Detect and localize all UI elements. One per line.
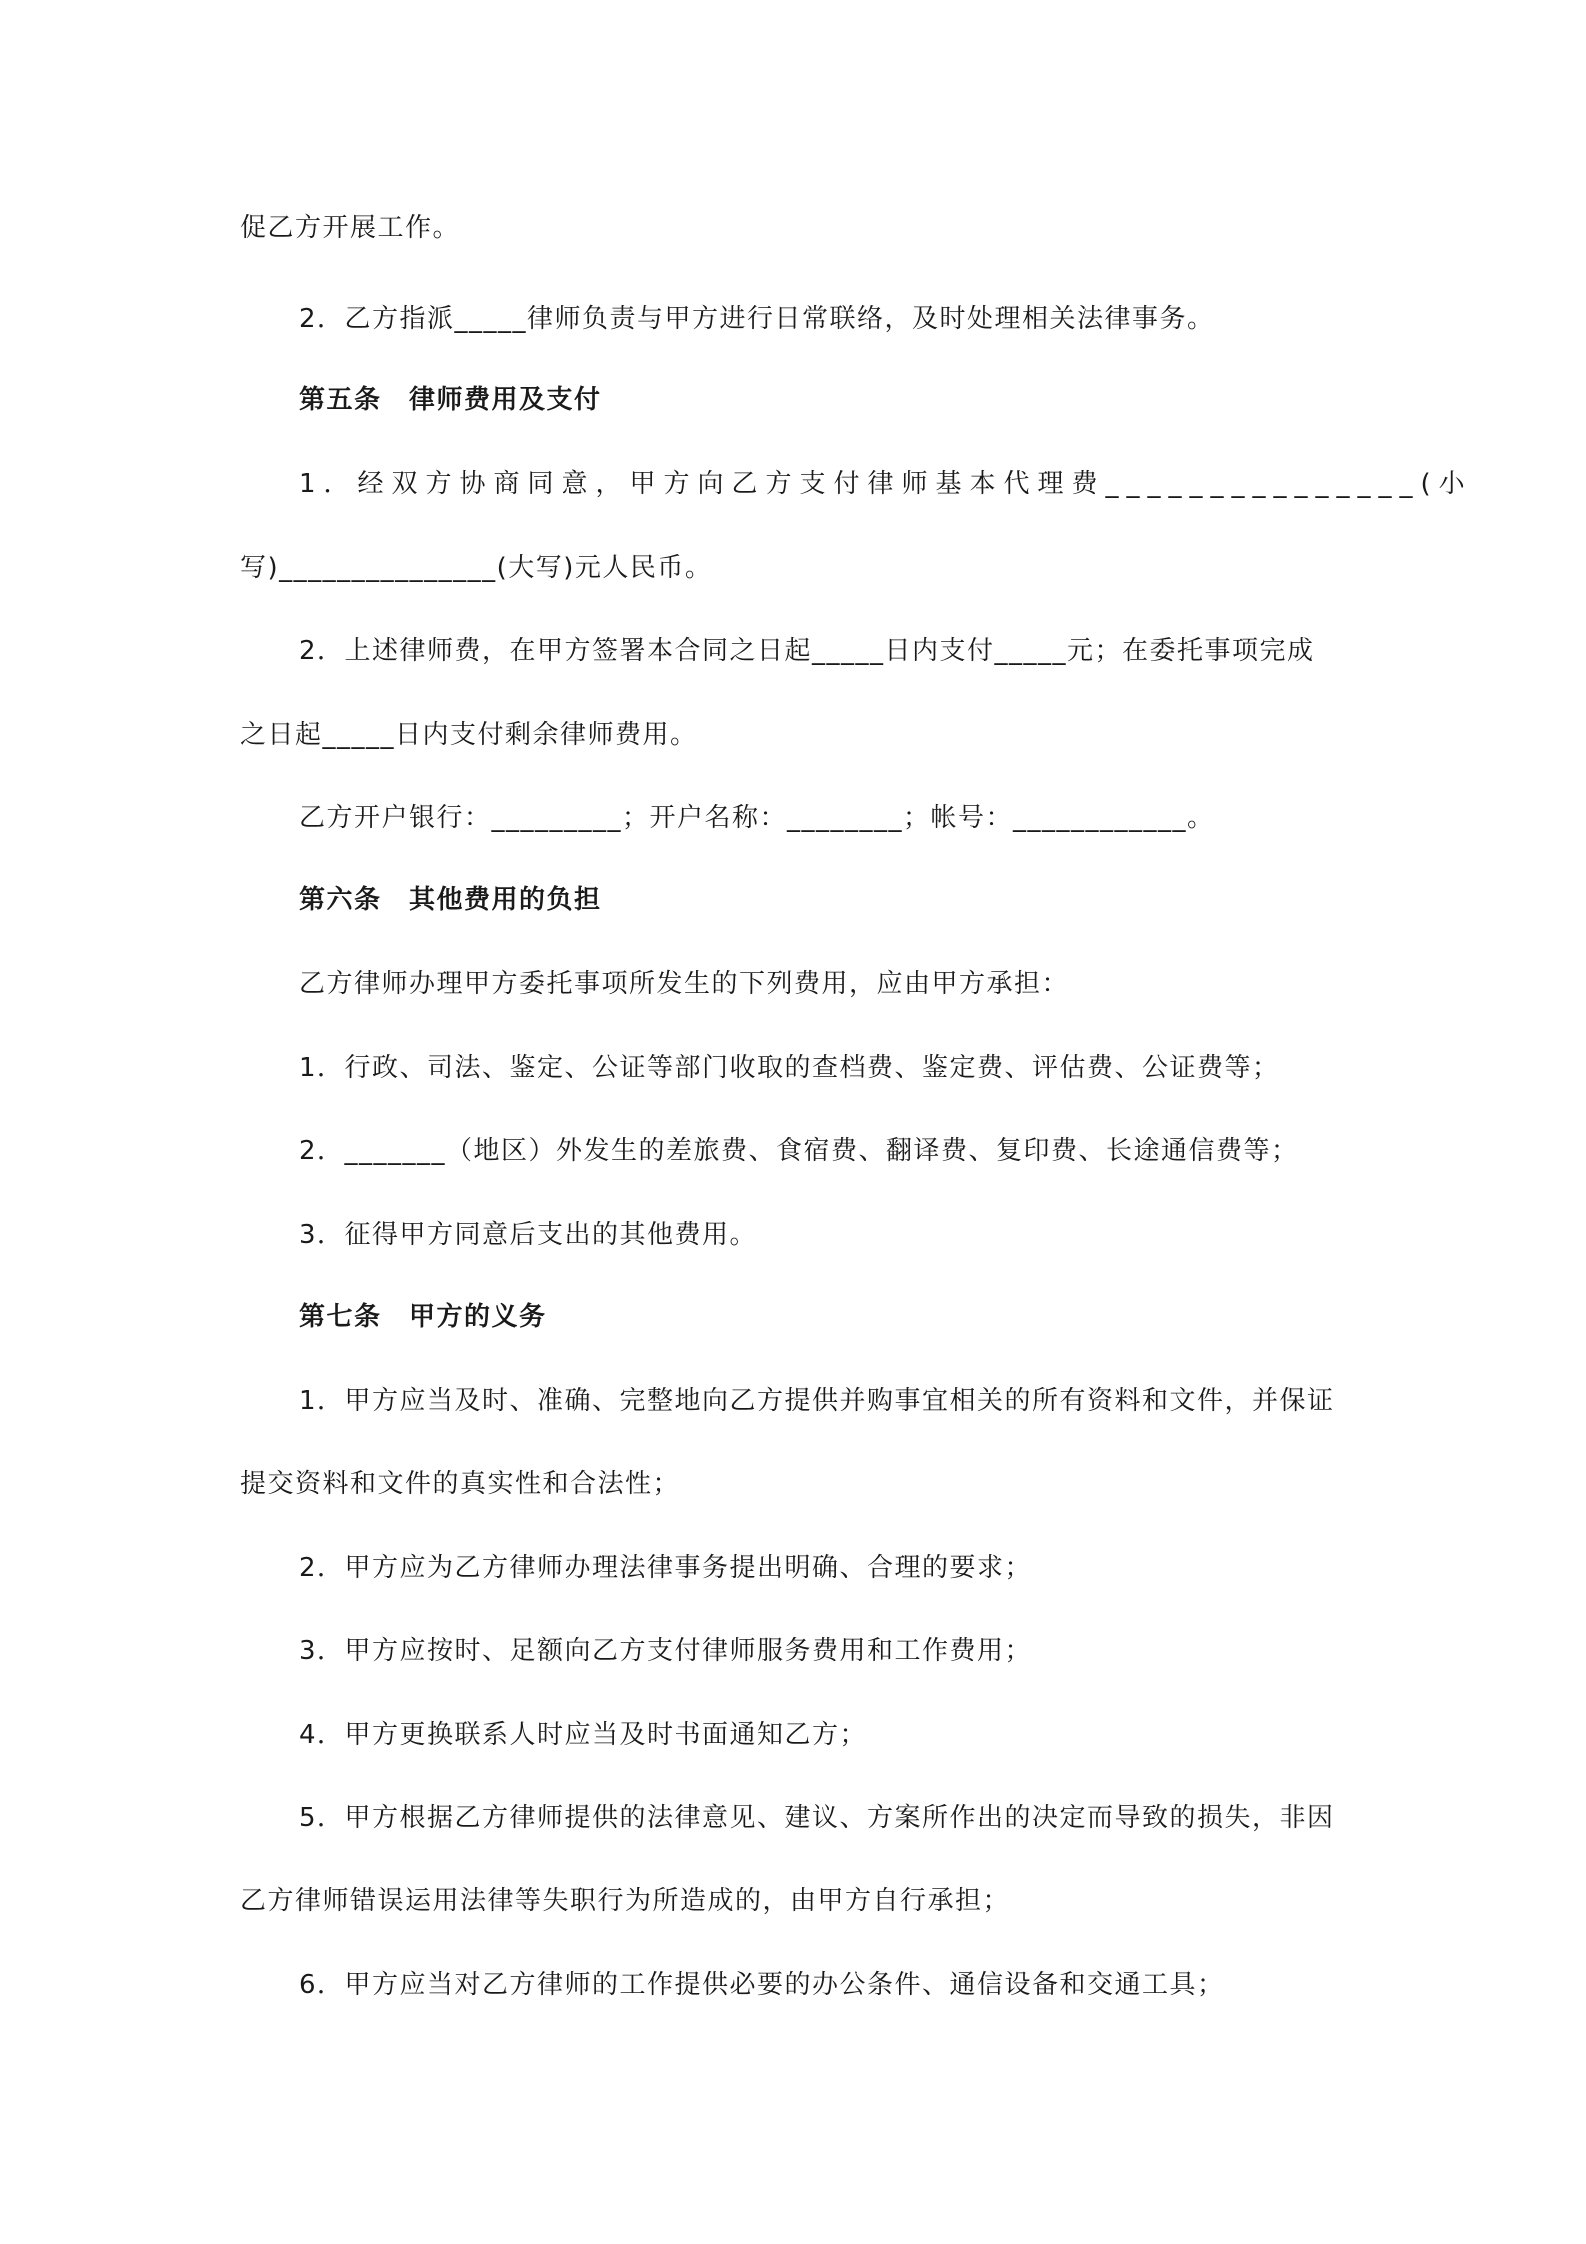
paragraph-line: 2．上述律师费，在甲方签署本合同之日起_____日内支付_____元；在委托事项完成 [299,636,1315,666]
paragraph-line: 2．甲方应为乙方律师办理法律事务提出明确、合理的要求； [299,1553,1033,1583]
paragraph-line: 5．甲方根据乙方律师提供的法律意见、建议、方案所作出的决定而导致的损失，非因 [299,1803,1335,1833]
paragraph-line: 之日起_____日内支付剩余律师费用。 [240,720,698,750]
paragraph-line: 促乙方开展工作。 [240,213,461,243]
section-heading: 第七条 甲方的义务 [299,1302,547,1332]
paragraph-line: 乙方律师办理甲方委托事项所发生的下列费用，应由甲方承担： [299,969,1070,999]
paragraph-line: 1．甲方应当及时、准确、完整地向乙方提供并购事宜相关的所有资料和文件，并保证 [299,1386,1335,1416]
section-heading: 第六条 其他费用的负担 [299,885,602,915]
paragraph-line: 6．甲方应当对乙方律师的工作提供必要的办公条件、通信设备和交通工具； [299,1970,1225,2000]
paragraph-line: 4．甲方更换联系人时应当及时书面通知乙方； [299,1720,868,1750]
paragraph-line: 提交资料和文件的真实性和合法性； [240,1469,681,1499]
paragraph-line: 乙方开户银行：_________；开户名称：________；帐号：____________。 [299,803,1215,833]
paragraph-line: 写)_______________(大写)元人民币。 [240,553,713,583]
paragraph-line: 3．征得甲方同意后支出的其他费用。 [299,1220,758,1250]
paragraph-line: 1．经双方协商同意，甲方向乙方支付律师基本代理费_______________(小 [299,469,1473,499]
section-heading: 第五条 律师费用及支付 [299,385,602,415]
paragraph-line: 1．行政、司法、鉴定、公证等部门收取的查档费、鉴定费、评估费、公证费等； [299,1053,1280,1083]
paragraph-line: 2．_______（地区）外发生的差旅费、食宿费、翻译费、复印费、长途通信费等； [299,1136,1299,1166]
paragraph-line: 乙方律师错误运用法律等失职行为所造成的，由甲方自行承担； [240,1886,1011,1916]
paragraph-line: 3．甲方应按时、足额向乙方支付律师服务费用和工作费用； [299,1636,1033,1666]
paragraph-line: 2．乙方指派_____律师负责与甲方进行日常联络，及时处理相关法律事务。 [299,304,1215,334]
